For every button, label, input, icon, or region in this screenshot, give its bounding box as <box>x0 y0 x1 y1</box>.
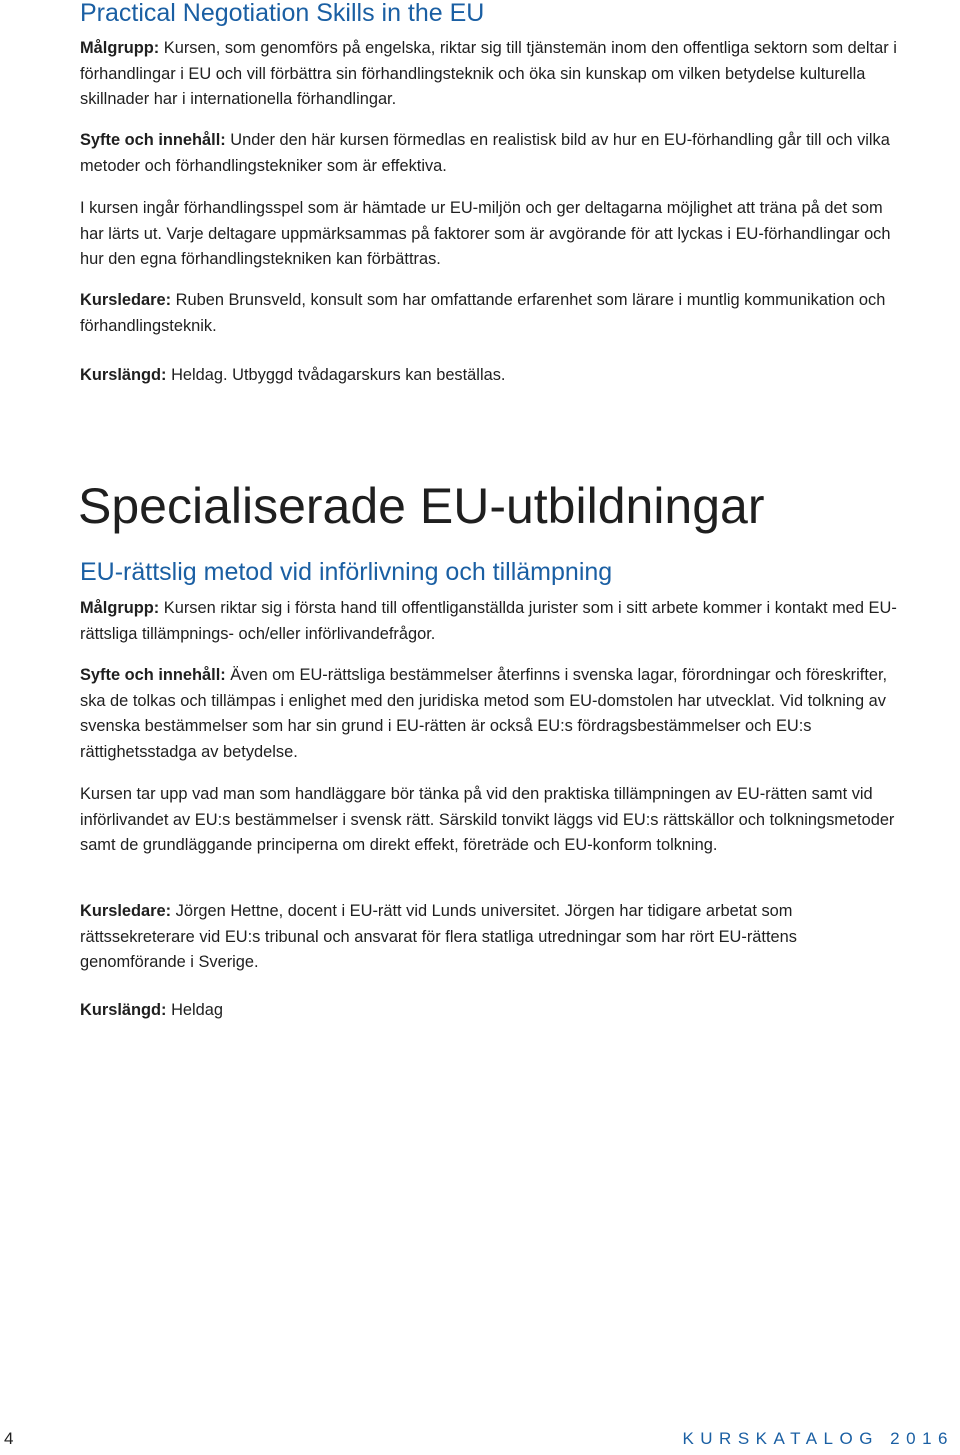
course-title-negotiation: Practical Negotiation Skills in the EU <box>80 0 485 27</box>
course1-purpose <box>80 128 900 179</box>
course-leader-label: Kursledare: <box>80 291 172 309</box>
purpose-label: Syfte och innehåll: <box>80 666 226 684</box>
course1-course-length <box>80 363 900 389</box>
purpose-text: Under den här kursen förmedlas en realistisk bild av hur en EU-förhandling går till och vilka metoder och förhandlingstekniker som är effektiva. <box>80 131 890 175</box>
course2-target-group <box>80 596 900 647</box>
course-length-text: Heldag. Utbyggd tvådagarskurs kan beställas. <box>166 366 506 384</box>
course2-course-length <box>80 998 900 1024</box>
course2-purpose <box>80 663 900 765</box>
page-number: 4 <box>4 1429 14 1448</box>
course-length-text: Heldag <box>166 1001 224 1019</box>
course-leader-text: Ruben Brunsveld, konsult som har omfattande erfarenhet som lärare i muntlig kommunikation och förhandlingsteknik. <box>80 291 886 335</box>
course-title-eu-law: EU-rättslig metod vid införlivning och tillämpning <box>80 558 613 586</box>
purpose-text: Även om EU-rättsliga bestämmelser återfinns i svenska lagar, förordningar och föreskrifter, ska de tolkas och tillämpas i enlighet med den juridiska metod som EU-domstolen har utvecklat. Vid tolkning av svenska bestämmelser som har sin grund i EU-rätten är också EU:s fördragsbestämmelser och EU:s rättighetsstadga av betydelse. <box>80 666 888 761</box>
course2-course-leader <box>80 899 900 976</box>
course2-description: Kursen tar upp vad man som handläggare bör tänka på vid den praktiska tillämpningen av EU-rätten samt vid införlivandet av EU:s bestämmelser i svensk rätt. Särskild tonvikt läggs vid EU:s rättskällor och tolkningsmetoder samt de grundläggande principerna om direkt effekt, företräde och EU-konform tolkning. <box>80 785 895 854</box>
course-leader-label: Kursledare: <box>80 902 172 920</box>
course1-description: I kursen ingår förhandlingsspel som är hämtade ur EU-miljön och ger deltagarna möjlighet att träna på det som har lärts ut. Varje deltagare uppmärksammas på faktorer som är avgörande för att lyckas i EU-förhandlingar och hur den egna förhandlingstekniken kan förbättras. <box>80 199 891 268</box>
course-length-label: Kurslängd: <box>80 366 167 384</box>
catalog-title: KURSKATALOG 2016 <box>682 1429 954 1448</box>
target-group-text: Kursen riktar sig i första hand till offentliganställda jurister som i sitt arbete kommer i kontakt med EU-rättsliga tillämpnings- och/eller införlivandefrågor. <box>80 599 897 643</box>
target-group-label: Målgrupp: <box>80 39 160 57</box>
course-length-label: Kurslängd: <box>80 1001 167 1019</box>
course-leader-text: Jörgen Hettne, docent i EU-rätt vid Lunds universitet. Jörgen har tidigare arbetat som rättssekreterare vid EU:s tribunal och ansvarat för flera statliga utredningar som har rört EU-rättens genomförande i Sverige. <box>80 902 797 971</box>
course1-course-leader <box>80 288 900 339</box>
purpose-label: Syfte och innehåll: <box>80 131 226 149</box>
target-group-label: Målgrupp: <box>80 599 160 617</box>
target-group-text: Kursen, som genomförs på engelska, riktar sig till tjänstemän inom den offentliga sektorn som deltar i förhandlingar i EU och vill förbättra sin förhandlingsteknik och öka sin kunskap om vilken betydelse kulturella skillnader har i internationella förhandlingar. <box>80 39 897 108</box>
section-title: Specialiserade EU-utbildningar <box>78 478 765 534</box>
course1-target-group <box>80 36 900 113</box>
